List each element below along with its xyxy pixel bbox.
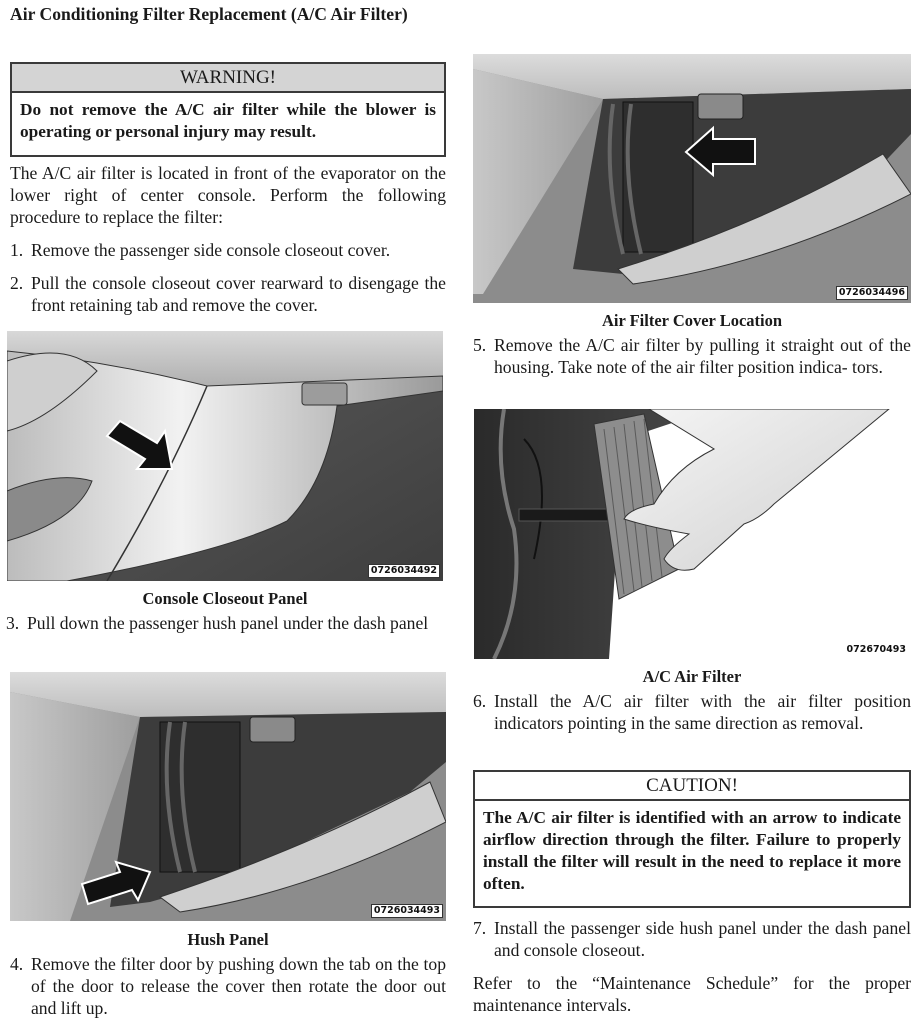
step-4: [10, 953, 446, 1019]
step-number: 1.: [10, 240, 24, 260]
step-7: [473, 917, 911, 961]
hush-panel-illustration: [10, 672, 446, 921]
step-text: Remove the A/C air filter by pulling it straight out of the housing. Take note of the air filter position indica- tors.: [494, 335, 911, 377]
caution-heading: CAUTION!: [475, 772, 909, 801]
figure-id: 0726034493: [371, 904, 443, 918]
step-text: Remove the passenger side console closeout cover.: [31, 240, 391, 260]
figure-console-closeout-panel: [7, 331, 443, 581]
figure-ac-air-filter: [474, 409, 911, 659]
caution-text: The A/C air filter is identified with an arrow to indicate airflow direction through the filter. Failure to properly install the filter will result in the need to replace it more often.: [483, 808, 901, 893]
step-number: 7.: [473, 918, 487, 938]
step-6: [473, 690, 911, 734]
closing-paragraph: Refer to the “Maintenance Schedule” for the proper maintenance intervals.: [473, 973, 911, 1015]
figure-caption: A/C Air Filter: [642, 667, 742, 686]
figure-air-filter-cover-location: [473, 54, 911, 303]
step-number: 2.: [10, 273, 24, 293]
step-text: Remove the filter door by pushing down the tab on the top of the door to release the cover then rotate the door out and lift up.: [31, 954, 446, 1018]
caution-box: [473, 770, 911, 908]
step-text: Install the A/C air filter with the air filter position indicators pointing in the same direction as removal.: [494, 691, 911, 733]
step-number: 4.: [10, 954, 24, 974]
warning-box: [10, 62, 446, 157]
figure-hush-panel: [10, 672, 446, 921]
warning-text: Do not remove the A/C air filter while the blower is operating or personal injury may result.: [20, 100, 436, 141]
step-text: Install the passenger side hush panel under the dash panel and console closeout.: [494, 918, 911, 960]
step-1: [10, 239, 446, 261]
step-text: Pull the console closeout cover rearward to disengage the front retaining tab and remove the cover.: [31, 273, 446, 315]
ac-air-filter-illustration: [474, 409, 911, 659]
figure-id: 0726034496: [836, 286, 908, 300]
step-2: [10, 272, 446, 316]
step-5: [473, 334, 911, 378]
figure-caption: Hush Panel: [187, 930, 269, 949]
step-number: 3.: [6, 613, 20, 633]
console-closeout-illustration: [7, 331, 443, 581]
step-3: [6, 612, 443, 634]
step-number: 6.: [473, 691, 487, 711]
warning-heading: WARNING!: [12, 64, 444, 93]
figure-caption: Console Closeout Panel: [142, 589, 308, 608]
figure-caption: Air Filter Cover Location: [601, 311, 783, 330]
figure-id: 0726034492: [368, 564, 440, 578]
figure-id: 072670493: [846, 644, 906, 655]
air-filter-cover-illustration: [473, 54, 911, 303]
step-number: 5.: [473, 335, 487, 355]
section-title: Air Conditioning Filter Replacement (A/C Air Filter): [10, 4, 408, 24]
step-text: Pull down the passenger hush panel under the dash panel: [27, 613, 429, 633]
intro-paragraph: The A/C air filter is located in front of the evaporator on the lower right of center console. Perform the following procedure to replace the filter:: [10, 163, 446, 227]
